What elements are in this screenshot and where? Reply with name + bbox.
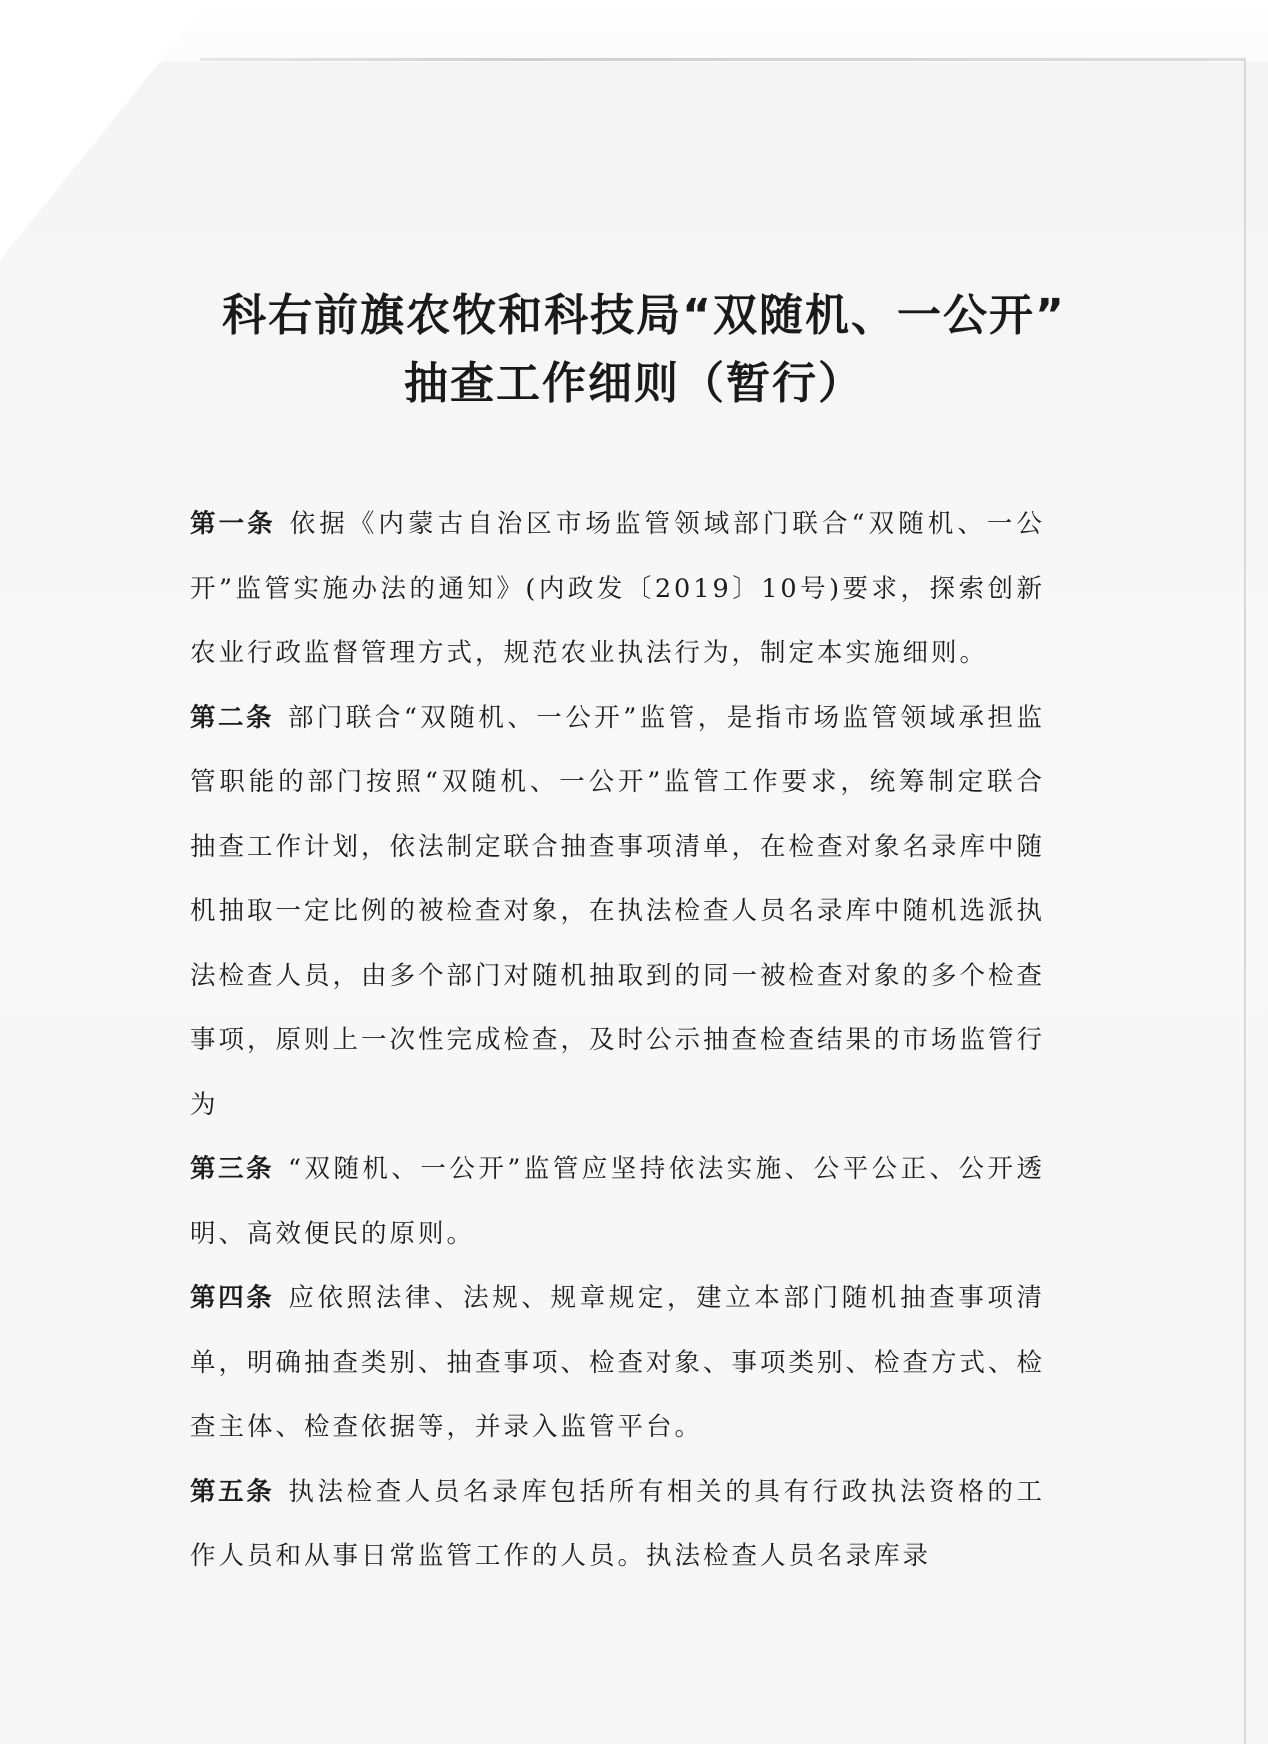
article-2 [190,686,1045,1138]
document-body [190,492,1045,1589]
article-1 [190,492,1045,686]
article-4 [190,1266,1045,1460]
article-text: 应依照法律、法规、规章规定，建立本部门随机抽查事项清单，明确抽查类别、抽查事项、检查对象、事项类别、检查方式、检查主体、检查依据等，并录入监管平台。 [190,1283,1046,1442]
article-3 [190,1137,1045,1266]
article-heading: 第三条 [190,1154,274,1184]
article-heading: 第一条 [190,509,276,539]
article-text: 执法检查人员名录库包括所有相关的具有行政执法资格的工作人员和从事日常监管工作的人员。执法检查人员名录库录 [190,1476,1045,1571]
article-5 [190,1460,1045,1589]
article-text: 依据《内蒙古自治区市场监管领域部门联合“双随机、一公开”监管实施办法的通知》(内政发〔2019〕10号)要求，探索创新农业行政监督管理方式，规范农业执法行为，制定本实施细则。 [190,509,1045,668]
article-heading: 第四条 [190,1283,275,1313]
article-text: “双随机、一公开”监管应坚持依法实施、公平公正、公开透明、高效便民的原则。 [190,1154,1045,1249]
article-heading: 第五条 [190,1476,275,1507]
document-title-line-1: 科右前旗农牧和科技局“双随机、一公开” [222,290,1066,341]
article-heading: 第二条 [190,702,274,733]
folded-corner [0,0,210,260]
article-text: 部门联合“双随机、一公开”监管，是指市场监管领域承担监管职能的部门按照“双随机、一公开”监管工作要求，统筹制定联合抽查工作计划，依法制定联合抽查事项清单，在检查对象名录库中随机抽取一定比例的被检查对象，在执法检查人员名录库中随机选派执法检查人员，由多个部门对随机抽取到的同一被检查对象的多个检查事项，原则上一次性完成检查，及时公示抽查检查结果的市场监管行为 [190,702,1046,1120]
document-title-line-2: 抽查工作细则（暂行） [404,358,864,409]
